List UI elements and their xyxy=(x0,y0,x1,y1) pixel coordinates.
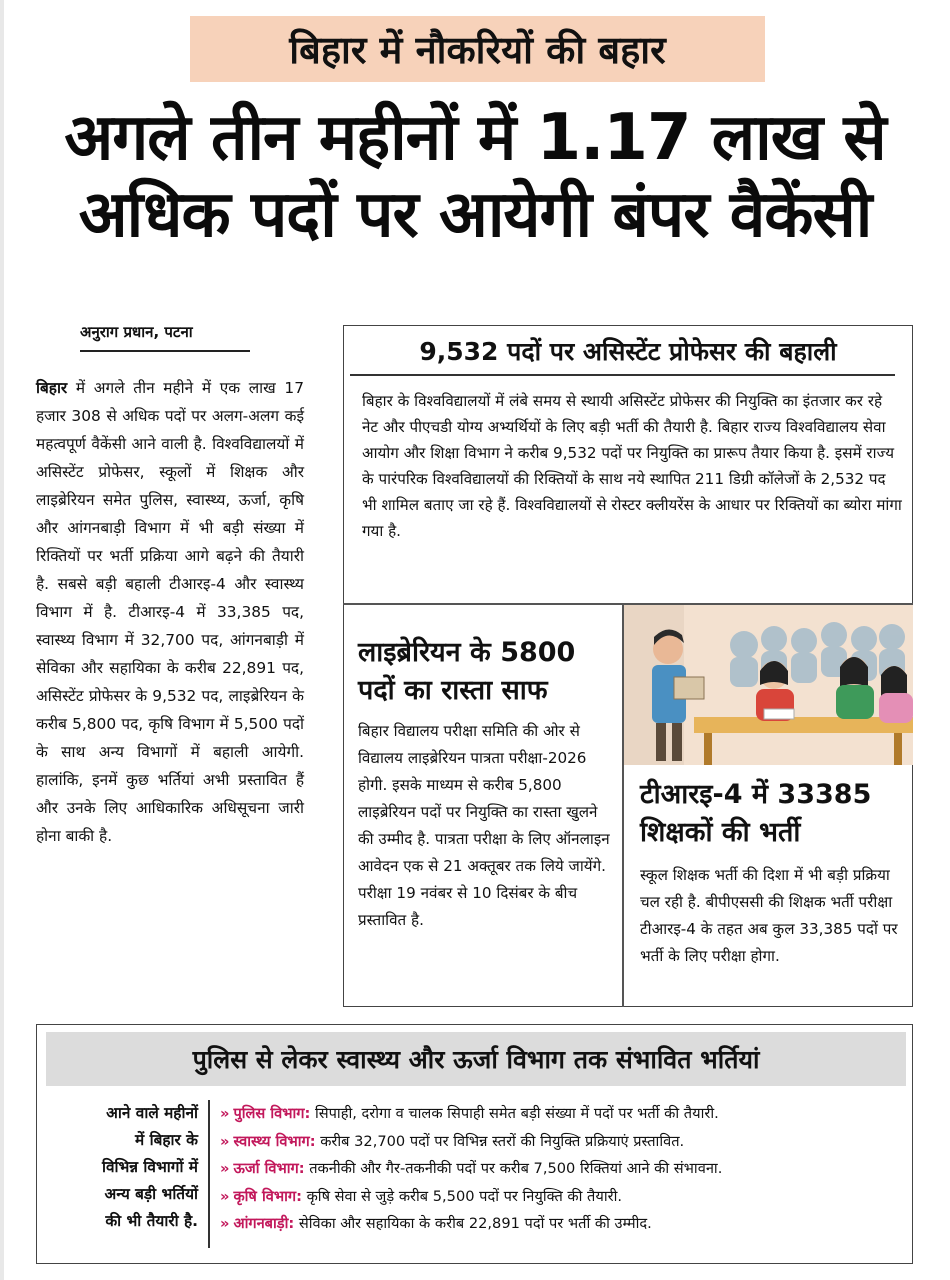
side-note-line: विभिन्न विभागों में xyxy=(101,1158,198,1176)
librarian-box-text: बिहार विद्यालय परीक्षा समिति की ओर से विद्यालय लाइब्रेरियन पात्रता परीक्षा-2026 होगी. इसके माध्यम से करीब 5,800 लाइब्रेरियन पदों पर नियुक्ति का रास्ता खुलने की उम्मीद है. पात्रता परीक्षा के लिए ऑनलाइन आवेदन एक से 21 अक्तूबर तक लिये जायेंगे. परीक्षा 19 नवंबर से 10 दिसंबर के बीच प्रस्तावित है. xyxy=(358,722,610,929)
dept-text: कृषि सेवा से जुड़े करीब 5,500 पदों पर नियुक्ति की तैयारी. xyxy=(301,1187,622,1205)
arrow-icon: » xyxy=(220,1215,230,1232)
lead-article xyxy=(36,374,304,850)
tre-box-title xyxy=(640,776,910,852)
tre-title-line-2: शिक्षकों की भर्ती xyxy=(640,817,801,848)
department-list xyxy=(220,1100,910,1238)
classroom-illustration xyxy=(624,605,913,765)
tre-box-text: स्कूल शिक्षक भर्ती की दिशा में भी बड़ी प्रक्रिया चल रही है. बीपीएससी की शिक्षक भर्ती परीक्षा टीआरइ-4 के तहत अब कुल 33,385 पदों पर भर्ती के लिए परीक्षा होगा. xyxy=(640,866,898,965)
list-item xyxy=(220,1155,910,1183)
arrow-icon: » xyxy=(220,1160,230,1177)
list-item xyxy=(220,1183,910,1211)
headline-line-1: अगले तीन महीनों में 1.17 लाख से xyxy=(64,101,886,175)
list-item xyxy=(220,1100,910,1128)
bottom-side-note xyxy=(48,1100,198,1235)
dept-name: कृषि विभाग: xyxy=(233,1187,302,1205)
kicker-banner: बिहार में नौकरियों की बहार xyxy=(190,16,765,82)
librarian-title-line-1: लाइब्रेरियन के 5800 xyxy=(358,637,576,668)
byline: अनुराग प्रधान, पटना xyxy=(80,323,193,341)
bottom-divider xyxy=(208,1100,210,1248)
librarian-box-title xyxy=(358,634,618,710)
bottom-box-title: पुलिस से लेकर स्वास्थ्य और ऊर्जा विभाग तक संभावित भर्तियां xyxy=(46,1032,906,1086)
arrow-icon: » xyxy=(220,1132,230,1150)
librarian-title-line-2: पदों का रास्ता साफ xyxy=(358,675,548,706)
arrow-icon: » xyxy=(220,1105,230,1122)
dept-name: स्वास्थ्य विभाग: xyxy=(233,1132,316,1150)
lead-article-text: में अगले तीन महीने में एक लाख 17 हजार 308 से अधिक पदों पर अलग-अलग कई महत्वपूर्ण वैकेंसी आने वाली है. विश्वविद्यालयों में असिस्टेंट प्रोफेसर, स्कूलों में शिक्षक और लाइब्रेरियन समेत पुलिस, स्वास्थ्य, ऊर्जा, कृषि और आंगनबाड़ी विभाग में भी बड़ी संख्या में रिक्तियों पर भर्ती प्रक्रिया आगे बढ़ने की तैयारी है. सबसे बड़ी बहाली टीआरइ-4 और स्वास्थ्य विभाग में है. टीआरइ-4 में 33,385 पद, स्वास्थ्य विभाग में 32,700 पद, आंगनबाड़ी में सेविका और सहायिका के करीब 22,891 पद, असिस्टेंट प्रोफेसर के 9,532 पद, लाइब्रेरियन के करीब 5,800 पद, कृषि विभाग में 5,500 पदों के साथ अन्य विभागों में बहाली आयेगी. हालांकि, इनमें कुछ भर्तियां अभी प्रस्तावित हैं और उनके लिए आधिकारिक अधिसूचना जारी होना बाकी है. xyxy=(36,379,304,845)
scan-edge xyxy=(0,0,4,1280)
list-item xyxy=(220,1128,910,1156)
side-note-line: की भी तैयारी है. xyxy=(105,1212,198,1230)
lead-word: बिहार xyxy=(36,379,68,397)
dept-text: करीब 32,700 पदों पर विभिन्न स्तरों की नियुक्ति प्रक्रियाएं प्रस्तावित. xyxy=(315,1132,685,1150)
professor-box-title: 9,532 पदों पर असिस्टेंट प्रोफेसर की बहाली xyxy=(419,337,837,366)
dept-name: आंगनबाड़ी: xyxy=(233,1215,295,1232)
side-note-line: में बिहार के xyxy=(135,1131,198,1149)
byline-rule xyxy=(80,350,250,352)
arrow-icon: » xyxy=(220,1187,230,1205)
list-item xyxy=(220,1210,910,1238)
professor-title-rule xyxy=(350,374,895,376)
side-note-line: आने वाले महीनों xyxy=(106,1104,198,1122)
dept-name: ऊर्जा विभाग: xyxy=(233,1160,305,1177)
dept-text: सेविका और सहायिका के करीब 22,891 पदों पर भर्ती की उम्मीद. xyxy=(294,1215,652,1232)
headline xyxy=(20,100,930,254)
dept-text: सिपाही, दरोगा व चालक सिपाही समेत बड़ी संख्या में पदों पर भर्ती की तैयारी. xyxy=(310,1105,719,1122)
professor-box-text: बिहार के विश्वविद्यालयों में लंबे समय से स्थायी असिस्टेंट प्रोफेसर की नियुक्ति का इंतजार कर रहे नेट और पीएचडी योग्य अभ्यर्थियों के लिए बड़ी भर्ती की तैयारी है. बिहार राज्य विश्वविद्यालय सेवा आयोग और शिक्षा विभाग ने करीब 9,532 पदों पर नियुक्ति का प्रारूप तैयार किया है. इसमें राज्य के पारंपरिक विश्वविद्यालयों की रिक्तियों के साथ नये स्थापित 211 डिग्री कॉलेजों के 2,532 पद भी शामिल बताए जा रहे हैं. विश्वविद्यालयों से रोस्टर क्लीयरेंस के आधार पर रिक्तियों का ब्योरा मांगा गया है. xyxy=(362,392,902,540)
side-note-line: अन्य बड़ी भर्तियों xyxy=(104,1185,198,1203)
tre-title-line-1: टीआरइ-4 में 33385 xyxy=(640,779,872,810)
headline-line-2: अधिक पदों पर आयेगी बंपर वैकेंसी xyxy=(78,177,872,252)
dept-name: पुलिस विभाग: xyxy=(233,1105,311,1122)
dept-text: तकनीकी और गैर-तकनीकी पदों पर करीब 7,500 रिक्तियां आने की संभावना. xyxy=(304,1160,723,1177)
classroom-illustration-svg xyxy=(624,605,913,765)
